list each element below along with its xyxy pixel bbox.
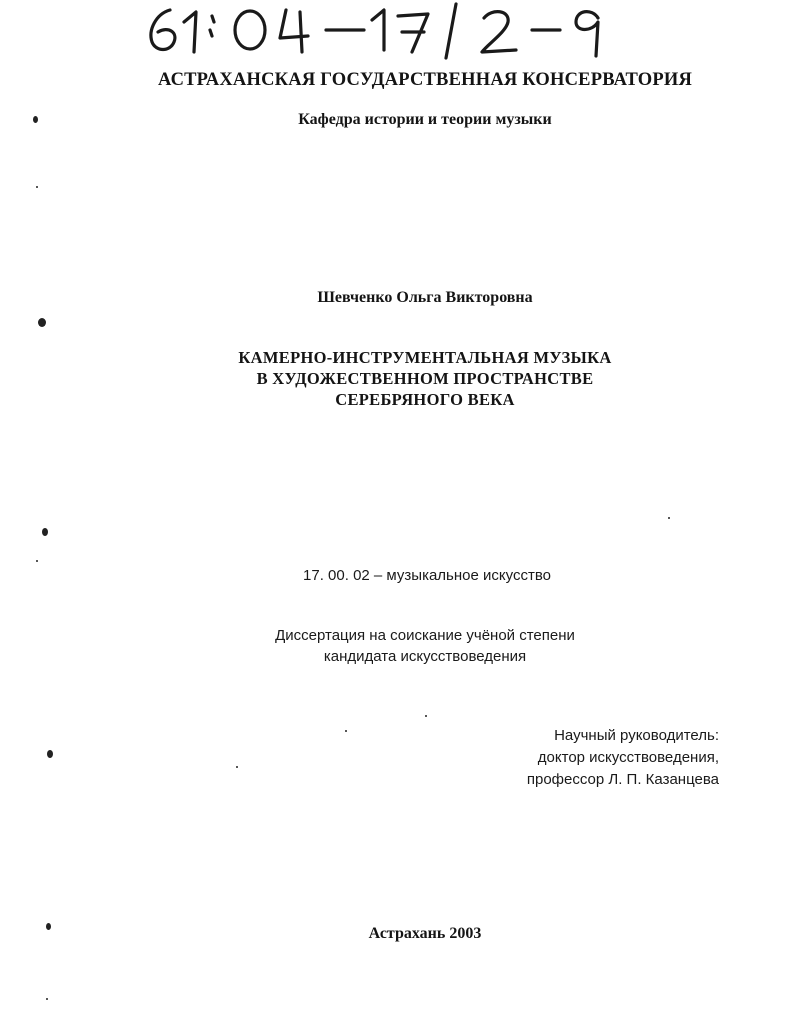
thesis-title-line: КАМЕРНО-ИНСТРУМЕНТАЛЬНАЯ МУЗЫКА — [238, 348, 612, 367]
scan-speck — [38, 318, 46, 327]
scan-speck — [33, 116, 38, 123]
supervisor-line: профессор Л. П. Казанцева — [526, 771, 719, 788]
scan-speck — [668, 517, 670, 519]
scan-speck — [36, 186, 38, 188]
handwritten-library-code — [140, 0, 620, 62]
institution-name: АСТРАХАНСКАЯ ГОСУДАРСТВЕННАЯ КОНСЕРВАТОРИЯ — [157, 70, 693, 90]
supervisor-line: Научный руководитель: — [554, 727, 719, 744]
scan-speck — [47, 750, 53, 758]
city-year: Астрахань 2003 — [368, 925, 482, 942]
scan-speck — [236, 766, 238, 768]
scan-speck — [425, 715, 427, 717]
degree-line: кандидата искусствоведения — [323, 648, 527, 665]
scan-speck — [46, 923, 51, 930]
degree-statement — [28, 625, 794, 667]
thesis-title-line: СЕРЕБРЯНОГО ВЕКА — [335, 390, 515, 409]
scan-speck — [36, 560, 38, 562]
specialty-code: 17. 00. 02 – музыкальное искусство — [303, 567, 551, 584]
degree-line: Диссертация на соискание учёной степени — [275, 627, 575, 644]
scan-speck — [46, 998, 48, 1000]
department-name: Кафедра истории и теории музыки — [298, 111, 552, 128]
supervisor-block — [527, 725, 719, 791]
thesis-title-line: В ХУДОЖЕСТВЕННОМ ПРОСТРАНСТВЕ — [256, 369, 594, 388]
author-name: Шевченко Ольга Викторовна — [317, 289, 533, 306]
supervisor-line: доктор искусствоведения, — [537, 749, 719, 766]
scan-speck — [345, 730, 347, 732]
thesis-title — [28, 347, 794, 410]
scan-speck — [42, 528, 48, 536]
